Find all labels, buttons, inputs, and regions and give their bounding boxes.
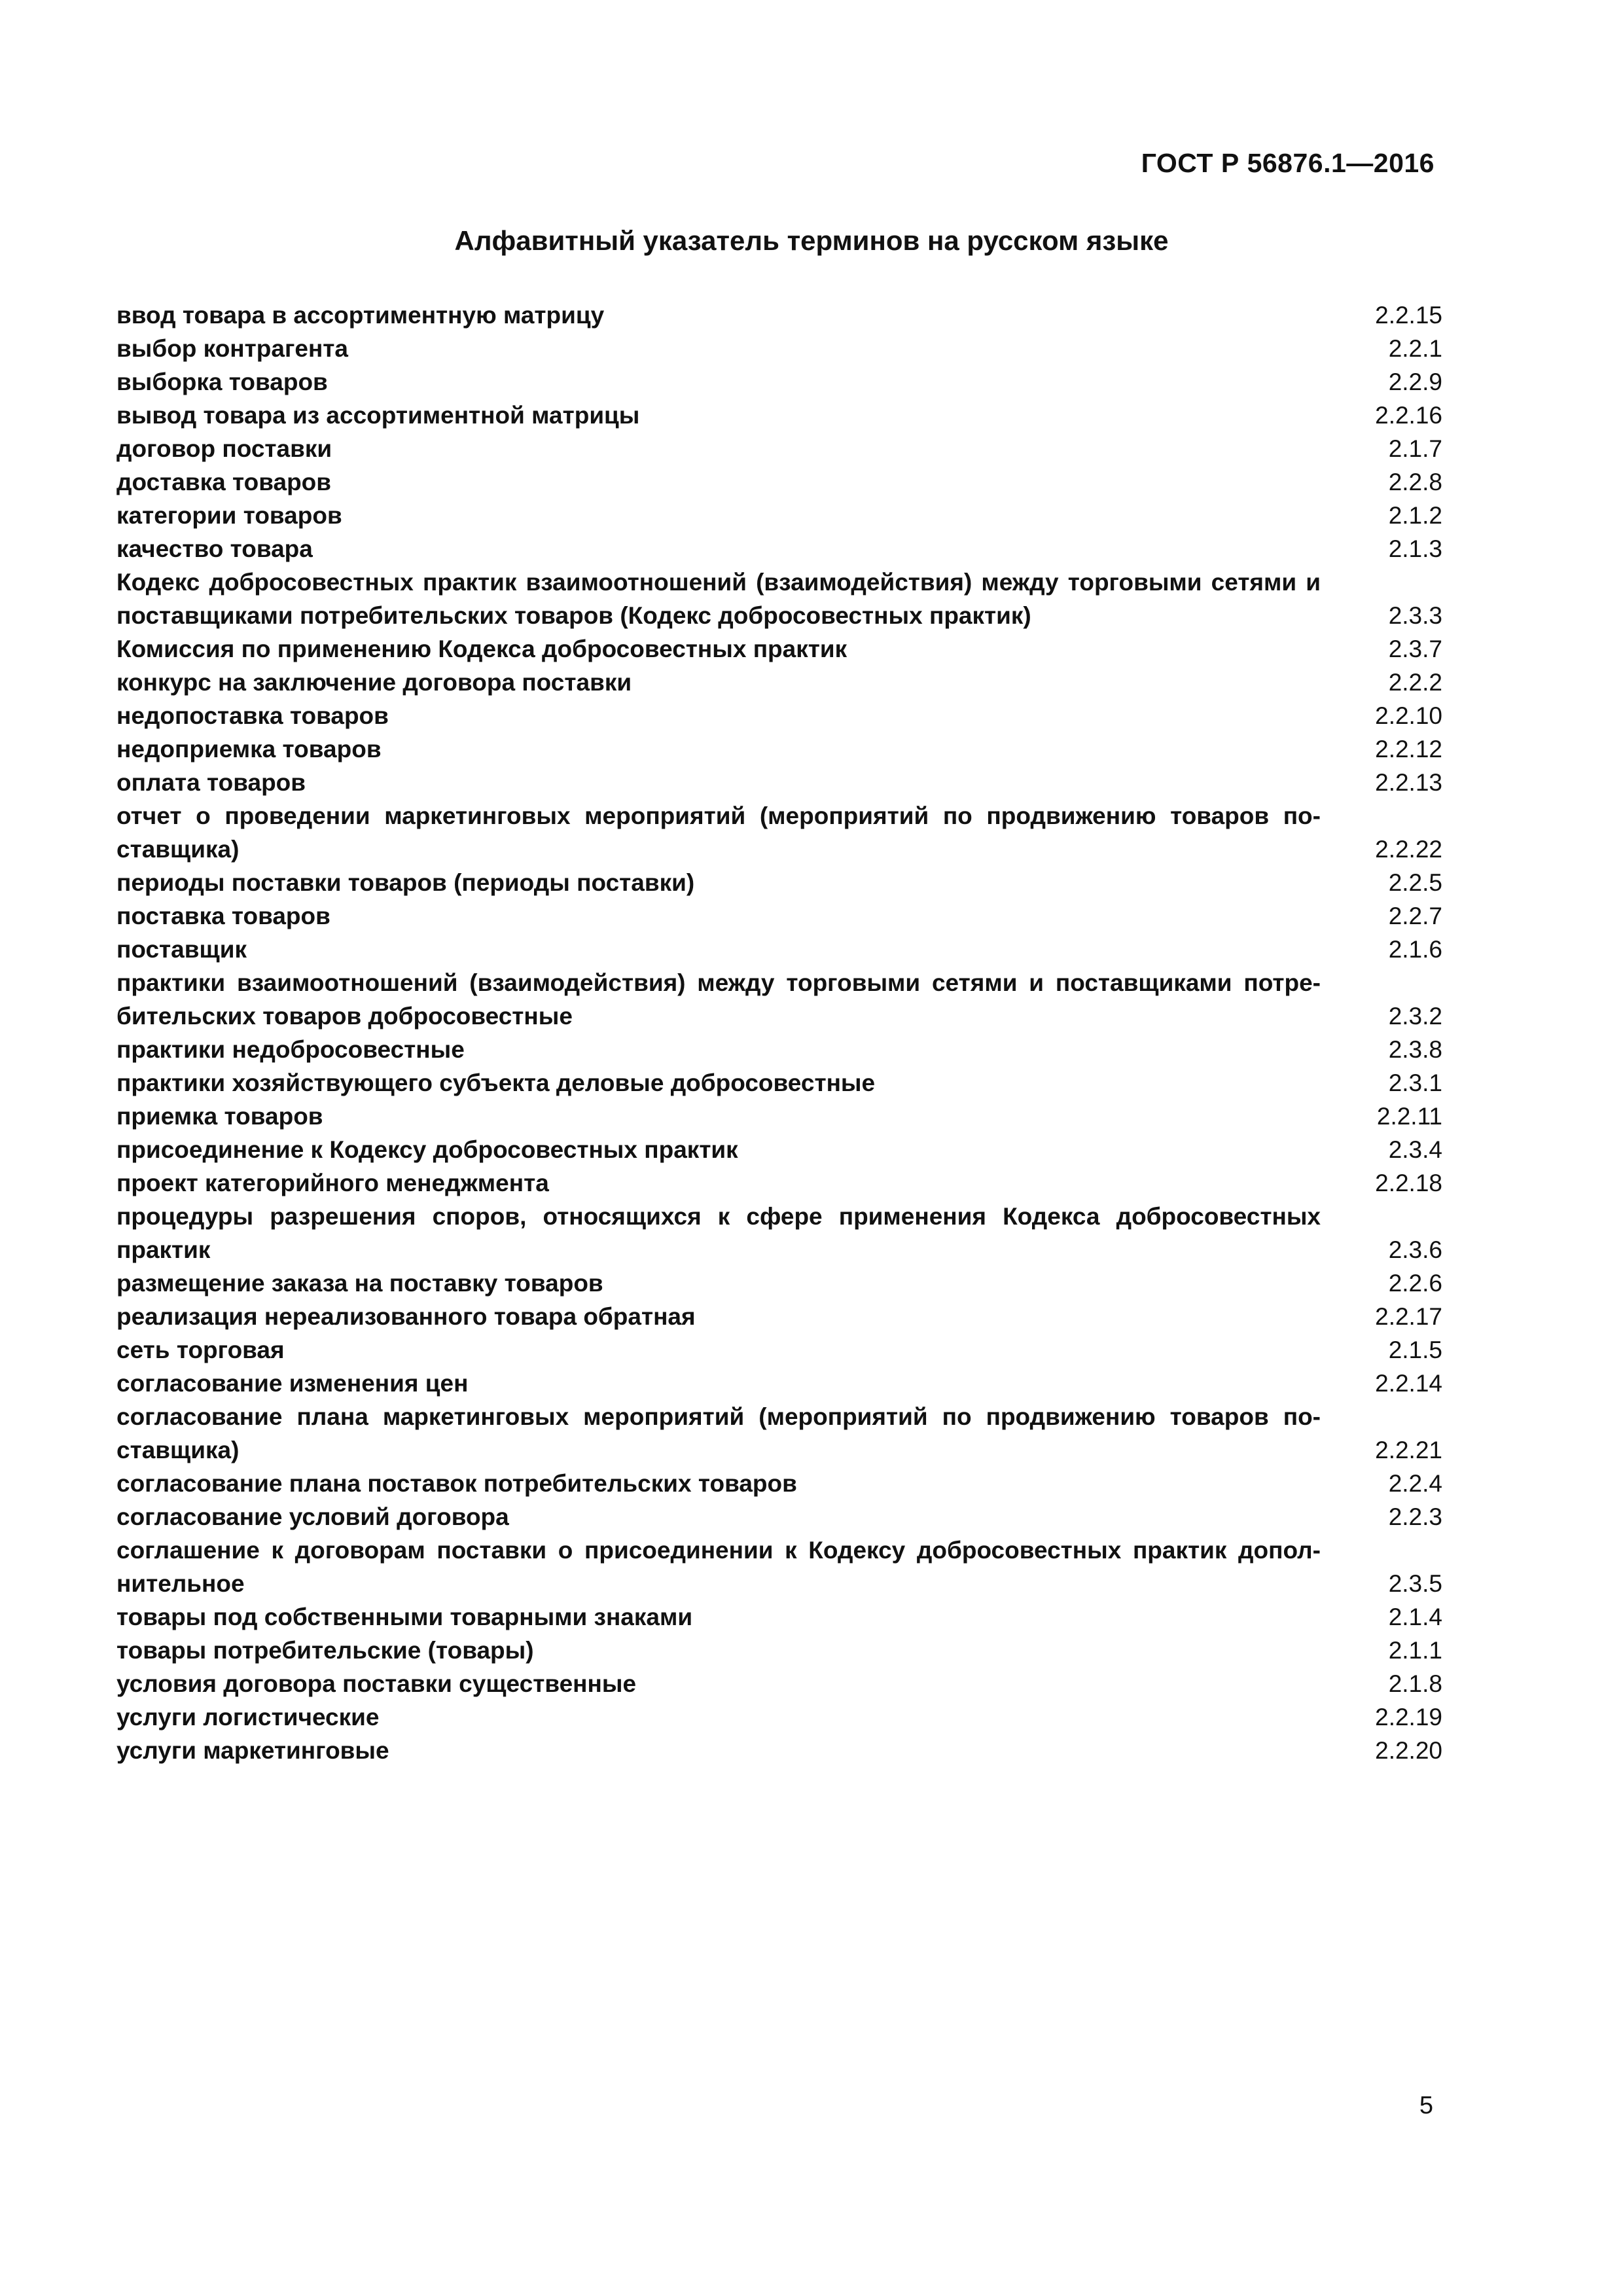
index-entry (116, 1400, 1442, 1467)
index-term-reference: 2.2.22 (1375, 836, 1442, 863)
index-term-reference: 2.1.5 (1388, 1336, 1442, 1363)
document-code: ГОСТ Р 56876.1—2016 (1141, 148, 1435, 178)
index-term-reference: 2.2.16 (1375, 402, 1442, 429)
index-entry (116, 1166, 1442, 1200)
index-term: оплата товаров (116, 769, 306, 796)
index-term: выбор контрагента (116, 335, 348, 362)
index-entry (116, 1467, 1442, 1500)
index-term: Кодекс добросовестных практик взаимоотношений (взаимодействия) между торговыми сетями и поставщиками потребительских товаров (Кодекс добросовестных практик) (116, 569, 1321, 629)
index-term: присоединение к Кодексу добросовестных практик (116, 1136, 738, 1163)
index-entry (116, 1300, 1442, 1333)
index-term: реализация нереализованного товара обратная (116, 1303, 696, 1330)
index-entry (116, 866, 1442, 899)
index-entry (116, 732, 1442, 766)
index-term-reference: 2.3.8 (1388, 1036, 1442, 1063)
index-term: категории товаров (116, 502, 342, 529)
index-entry (116, 532, 1442, 565)
index-entry (116, 1634, 1442, 1667)
index-term: условия договора поставки существенные (116, 1670, 637, 1697)
index-term-reference: 2.2.2 (1388, 669, 1442, 696)
index-term-reference: 2.1.4 (1388, 1604, 1442, 1630)
index-term-reference: 2.1.7 (1388, 435, 1442, 462)
index-term-reference: 2.2.7 (1388, 903, 1442, 929)
index-entry (116, 1534, 1442, 1600)
index-term: согласование изменения цен (116, 1370, 469, 1397)
index-term-reference: 2.2.13 (1375, 769, 1442, 796)
index-term-reference: 2.3.2 (1388, 1003, 1442, 1030)
index-term: сеть торговая (116, 1336, 285, 1363)
index-entry (116, 1600, 1442, 1634)
index-term-reference: 2.1.2 (1388, 502, 1442, 529)
index-term-reference: 2.3.3 (1388, 602, 1442, 629)
index-term-reference: 2.3.7 (1388, 636, 1442, 662)
index-term-reference: 2.2.21 (1375, 1437, 1442, 1463)
index-term: вывод товара из ассортиментной матрицы (116, 402, 640, 429)
page-number: 5 (1419, 2092, 1433, 2119)
index-term-reference: 2.2.1 (1388, 335, 1442, 362)
index-entry (116, 465, 1442, 499)
index-term: практики хозяйствующего субъекта деловые добросовестные (116, 1069, 876, 1096)
index-entry (116, 332, 1442, 365)
index-term-reference: 2.1.8 (1388, 1670, 1442, 1697)
index-term: доставка товаров (116, 469, 332, 495)
index-term-reference: 2.2.15 (1375, 302, 1442, 329)
index-entry (116, 432, 1442, 465)
index-term: качество товара (116, 535, 313, 562)
index-term-reference: 2.2.6 (1388, 1270, 1442, 1297)
index-entry (116, 1734, 1442, 1767)
index-term: ввод товара в ассортиментную матрицу (116, 302, 605, 329)
index-term: согласование условий договора (116, 1503, 509, 1530)
index-term-reference: 2.2.3 (1388, 1503, 1442, 1530)
index-term-reference: 2.2.4 (1388, 1470, 1442, 1497)
index-entry (116, 699, 1442, 732)
index-term-reference: 2.3.4 (1388, 1136, 1442, 1163)
index-term: соглашение к договорам поставки о присоединении к Кодексу добросовестных практик дополнительное (116, 1537, 1321, 1597)
index-entry (116, 899, 1442, 933)
index-term: услуги логистические (116, 1704, 380, 1731)
index-entry (116, 799, 1442, 866)
index-term: Комиссия по применению Кодекса добросовестных практик (116, 636, 847, 662)
index-entry (116, 632, 1442, 666)
index-term: проект категорийного менеджмента (116, 1170, 549, 1196)
index-term-reference: 2.3.5 (1388, 1570, 1442, 1597)
index-term: товары потребительские (товары) (116, 1637, 534, 1664)
index-term: практики недобросовестные (116, 1036, 465, 1063)
index-term-reference: 2.2.8 (1388, 469, 1442, 495)
index-entry (116, 1700, 1442, 1734)
index-term-reference: 2.2.17 (1375, 1303, 1442, 1330)
index-term: согласование плана поставок потребительских товаров (116, 1470, 797, 1497)
index-term: периоды поставки товаров (периоды поставки) (116, 869, 695, 896)
index-term: недоприемка товаров (116, 736, 382, 762)
index-term: практики взаимоотношений (взаимодействия) между торговыми сетями и поставщиками потребительских товаров добросовестные (116, 969, 1321, 1030)
index-entry (116, 399, 1442, 432)
index-entry (116, 1500, 1442, 1534)
index-term-reference: 2.2.12 (1375, 736, 1442, 762)
index-term-reference: 2.2.10 (1375, 702, 1442, 729)
index-term-reference: 2.3.1 (1388, 1069, 1442, 1096)
index-entry (116, 1367, 1442, 1400)
index-title: Алфавитный указатель терминов на русском языке (454, 225, 1169, 256)
index-entry (116, 1100, 1442, 1133)
index-term: договор поставки (116, 435, 332, 462)
index-term-reference: 2.1.1 (1388, 1637, 1442, 1664)
index-entry (116, 1066, 1442, 1100)
index-term: конкурс на заключение договора поставки (116, 669, 632, 696)
index-term: отчет о проведении маркетинговых мероприятий (мероприятий по продвижению товаров поставщика) (116, 802, 1321, 863)
index-term-reference: 2.3.6 (1388, 1236, 1442, 1263)
index-entry (116, 966, 1442, 1033)
index-entry (116, 298, 1442, 332)
index-entry (116, 766, 1442, 799)
index-term-reference: 2.1.6 (1388, 936, 1442, 963)
index-term-reference: 2.1.3 (1388, 535, 1442, 562)
index-term-reference: 2.2.5 (1388, 869, 1442, 896)
index-term-reference: 2.2.14 (1375, 1370, 1442, 1397)
index-entry (116, 933, 1442, 966)
index-term-reference: 2.2.18 (1375, 1170, 1442, 1196)
index-entry (116, 666, 1442, 699)
index-entry (116, 1333, 1442, 1367)
term-index-list (116, 298, 1442, 1767)
index-term: недопоставка товаров (116, 702, 389, 729)
index-entry (116, 1033, 1442, 1066)
index-term: услуги маркетинговые (116, 1737, 389, 1764)
index-entry (116, 1133, 1442, 1166)
index-term: товары под собственными товарными знаками (116, 1604, 693, 1630)
index-entry (116, 1667, 1442, 1700)
index-entry (116, 1266, 1442, 1300)
index-term: поставка товаров (116, 903, 330, 929)
index-term-reference: 2.2.9 (1388, 368, 1442, 395)
index-term: выборка товаров (116, 368, 328, 395)
index-term: размещение заказа на поставку товаров (116, 1270, 603, 1297)
index-term-reference: 2.2.19 (1375, 1704, 1442, 1731)
index-term-reference: 2.2.11 (1376, 1103, 1442, 1130)
index-entry (116, 499, 1442, 532)
index-term: приемка товаров (116, 1103, 323, 1130)
index-term: согласование плана маркетинговых мероприятий (мероприятий по продвижению товаров поставщика) (116, 1403, 1321, 1463)
index-term-reference: 2.2.20 (1375, 1737, 1442, 1764)
index-entry (116, 365, 1442, 399)
index-term: процедуры разрешения споров, относящихся к сфере применения Кодекса добросовестных практик (116, 1203, 1321, 1263)
index-entry (116, 565, 1442, 632)
index-entry (116, 1200, 1442, 1266)
index-term: поставщик (116, 936, 247, 963)
